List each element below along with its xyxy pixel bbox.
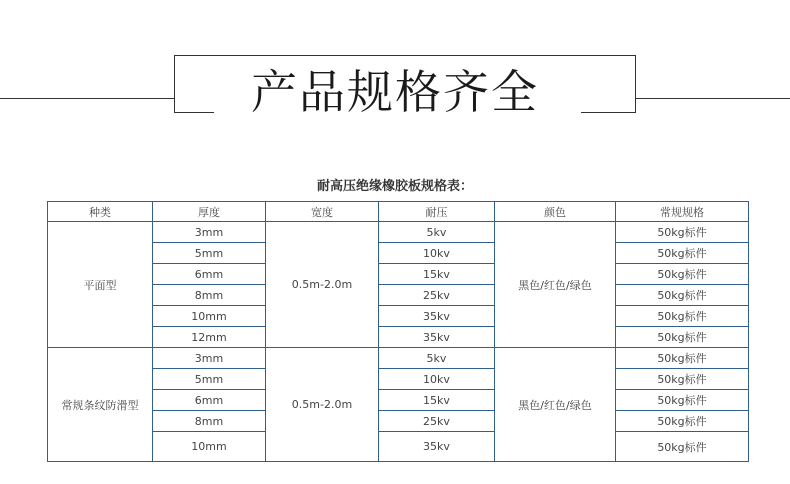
table-row bbox=[48, 369, 749, 390]
spec-cell: 50kg标件 bbox=[616, 432, 749, 462]
thickness-cell: 6mm bbox=[153, 390, 266, 411]
page-title: 产品规格齐全 bbox=[251, 65, 539, 119]
table-row bbox=[48, 222, 749, 243]
spec-cell: 50kg标件 bbox=[616, 348, 749, 369]
table-caption: 耐高压绝缘橡胶板规格表： bbox=[316, 179, 473, 194]
thickness-cell: 5mm bbox=[153, 369, 266, 390]
spec-cell: 50kg标件 bbox=[616, 243, 749, 264]
voltage-cell: 5kv bbox=[379, 222, 495, 243]
thickness-cell: 10mm bbox=[153, 432, 266, 462]
color-cell: 黑色/红色/绿色 bbox=[495, 348, 616, 462]
spec-cell: 50kg标件 bbox=[616, 369, 749, 390]
header-thickness: 厚度 bbox=[153, 202, 266, 222]
spec-cell: 50kg标件 bbox=[616, 222, 749, 243]
table-row bbox=[48, 243, 749, 264]
spec-table bbox=[47, 201, 749, 462]
thickness-cell: 12mm bbox=[153, 327, 266, 348]
type-cell: 常规条纹防滑型 bbox=[48, 348, 153, 462]
spec-cell: 50kg标件 bbox=[616, 411, 749, 432]
spec-cell: 50kg标件 bbox=[616, 264, 749, 285]
thickness-cell: 8mm bbox=[153, 285, 266, 306]
width-cell: 0.5m-2.0m bbox=[266, 348, 379, 462]
header-type: 种类 bbox=[48, 202, 153, 222]
voltage-cell: 15kv bbox=[379, 390, 495, 411]
thickness-cell: 10mm bbox=[153, 306, 266, 327]
voltage-cell: 35kv bbox=[379, 327, 495, 348]
voltage-cell: 5kv bbox=[379, 348, 495, 369]
thickness-cell: 6mm bbox=[153, 264, 266, 285]
voltage-cell: 15kv bbox=[379, 264, 495, 285]
table-row bbox=[48, 306, 749, 327]
type-cell: 平面型 bbox=[48, 222, 153, 348]
thickness-cell: 3mm bbox=[153, 222, 266, 243]
table-row bbox=[48, 285, 749, 306]
thickness-cell: 3mm bbox=[153, 348, 266, 369]
spec-cell: 50kg标件 bbox=[616, 285, 749, 306]
voltage-cell: 25kv bbox=[379, 285, 495, 306]
header-voltage: 耐压 bbox=[379, 202, 495, 222]
voltage-cell: 25kv bbox=[379, 411, 495, 432]
table-row bbox=[48, 327, 749, 348]
table-row bbox=[48, 432, 749, 462]
header-width: 宽度 bbox=[266, 202, 379, 222]
table-row bbox=[48, 348, 749, 369]
thickness-cell: 8mm bbox=[153, 411, 266, 432]
table-header-row bbox=[48, 202, 749, 222]
header-color: 颜色 bbox=[495, 202, 616, 222]
voltage-cell: 10kv bbox=[379, 243, 495, 264]
thickness-cell: 5mm bbox=[153, 243, 266, 264]
voltage-cell: 35kv bbox=[379, 432, 495, 462]
table-row bbox=[48, 411, 749, 432]
voltage-cell: 35kv bbox=[379, 306, 495, 327]
width-cell: 0.5m-2.0m bbox=[266, 222, 379, 348]
color-cell: 黑色/红色/绿色 bbox=[495, 222, 616, 348]
table-row bbox=[48, 264, 749, 285]
spec-cell: 50kg标件 bbox=[616, 390, 749, 411]
table-row bbox=[48, 390, 749, 411]
voltage-cell: 10kv bbox=[379, 369, 495, 390]
spec-cell: 50kg标件 bbox=[616, 327, 749, 348]
header-spec: 常规规格 bbox=[616, 202, 749, 222]
spec-cell: 50kg标件 bbox=[616, 306, 749, 327]
